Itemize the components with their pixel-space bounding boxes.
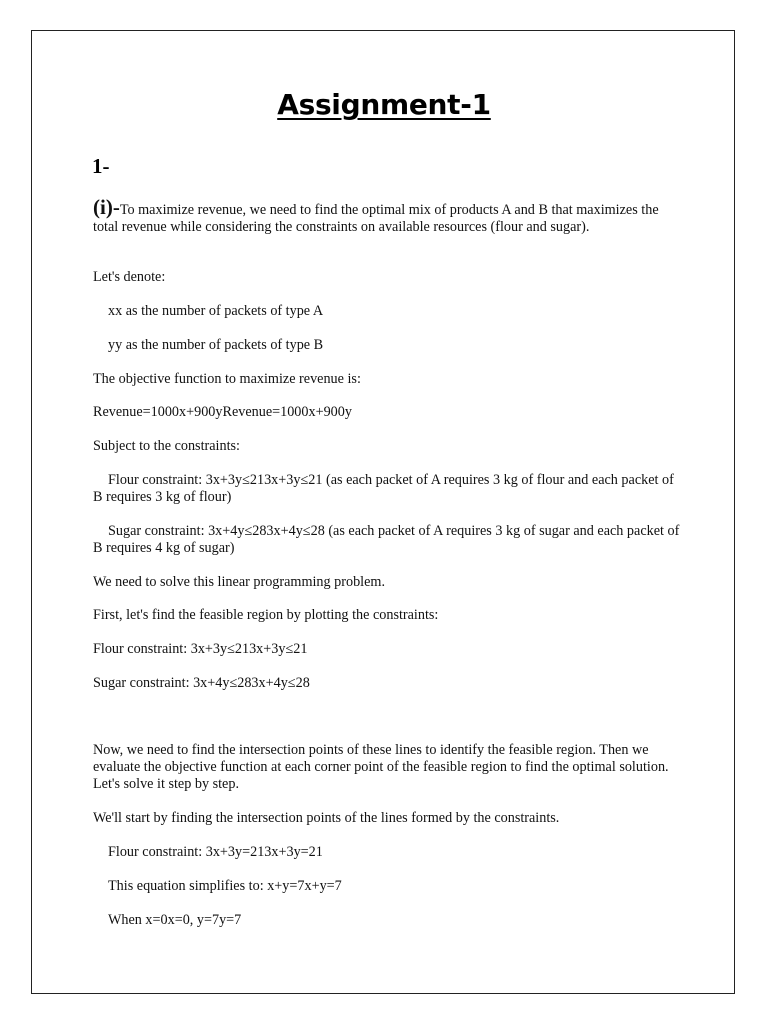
when-line: When x=0x=0, y=7y=7 xyxy=(108,912,242,928)
flour-constraint: Flour constraint: 3x+3y≤213x+3y≤21 xyxy=(93,641,308,657)
variable-x: xx as the number of packets of type A xyxy=(108,303,324,319)
objective-function: Revenue=1000x+900yRevenue=1000x+900y xyxy=(93,404,352,420)
constraints-heading: Subject to the constraints: xyxy=(93,438,240,454)
document-title: Assignment-1 xyxy=(277,88,491,121)
solve-line: We need to solve this linear programming problem. xyxy=(93,574,385,590)
intro-paragraph xyxy=(93,195,683,236)
objective-heading: The objective function to maximize revenue is: xyxy=(93,371,361,387)
intersection-paragraph: Now, we need to find the intersection points of these lines to identify the feasible region. Then we evaluate the objective function at each corner point of the feasible region to find the optimal solution. Let's solve it step by step. xyxy=(93,742,669,792)
question-number: 1- xyxy=(92,154,110,178)
simplify-line: This equation simplifies to: x+y=7x+y=7 xyxy=(108,878,342,894)
variable-y: yy as the number of packets of type B xyxy=(108,337,324,353)
part-label: (i)- xyxy=(93,195,120,219)
feasible-region-line: First, let's find the feasible region by plotting the constraints: xyxy=(93,607,439,623)
start-line: We'll start by finding the intersection points of the lines formed by the constraints. xyxy=(93,810,560,826)
denote-heading: Let's denote: xyxy=(93,269,166,285)
sugar-constraint-description: Sugar constraint: 3x+4y≤283x+4y≤28 (as each packet of A requires 3 kg of sugar and each packet of B requires 4 kg of sugar) xyxy=(93,523,680,556)
intro-text: To maximize revenue, we need to find the optimal mix of products A and B that maximizes the total revenue while considering the constraints on available resources (flour and sugar). xyxy=(93,202,659,235)
flour-equation: Flour constraint: 3x+3y=213x+3y=21 xyxy=(108,844,323,860)
sugar-constraint: Sugar constraint: 3x+4y≤283x+4y≤28 xyxy=(93,675,310,691)
flour-constraint-description: Flour constraint: 3x+3y≤213x+3y≤21 (as each packet of A requires 3 kg of flour and each packet of B requires 3 kg of flour) xyxy=(93,472,674,505)
